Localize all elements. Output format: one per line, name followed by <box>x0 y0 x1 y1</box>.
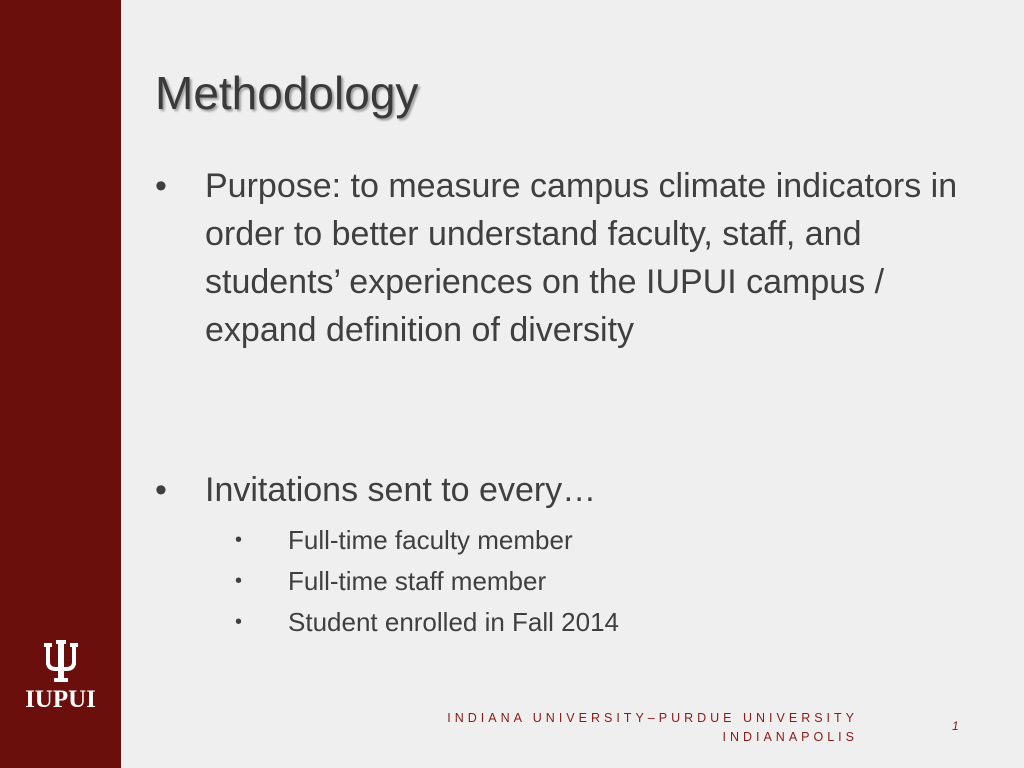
sub-bullet-marker: • <box>235 529 243 551</box>
page-number: 1 <box>952 719 959 733</box>
bullet-purpose <box>155 162 965 354</box>
footer-line-1: INDIANA UNIVERSITY–PURDUE UNIVERSITY <box>447 711 858 725</box>
sub-bullet-marker: • <box>235 611 243 633</box>
sidebar-band <box>0 0 121 768</box>
sub-bullet-text: Full-time staff member <box>288 566 547 596</box>
sub-bullet-student <box>235 602 619 643</box>
bullet-text: Invitations sent to every… <box>205 471 597 509</box>
iupui-logo <box>0 640 121 714</box>
sub-bullet-staff <box>235 561 619 602</box>
footer-line-2: INDIANAPOLIS <box>722 730 858 744</box>
slide-title: Methodology <box>155 67 419 119</box>
bullet-text: Purpose: to measure campus climate indicators in order to better understand faculty, staff, and students’ experiences on the IUPUI campus / expand definition of diversity <box>205 167 958 349</box>
bullet-invitations <box>155 466 965 514</box>
footer-institution <box>447 709 858 747</box>
logo-text: IUPUI <box>25 686 96 713</box>
trident-icon <box>44 640 78 682</box>
sub-bullet-text: Student enrolled in Fall 2014 <box>288 607 620 637</box>
sub-bullet-list <box>235 520 619 643</box>
sub-bullet-faculty <box>235 520 619 561</box>
sub-bullet-text: Full-time faculty member <box>288 525 573 555</box>
sub-bullet-marker: • <box>235 570 243 592</box>
bullet-marker: • <box>155 471 167 509</box>
bullet-marker: • <box>155 167 167 205</box>
